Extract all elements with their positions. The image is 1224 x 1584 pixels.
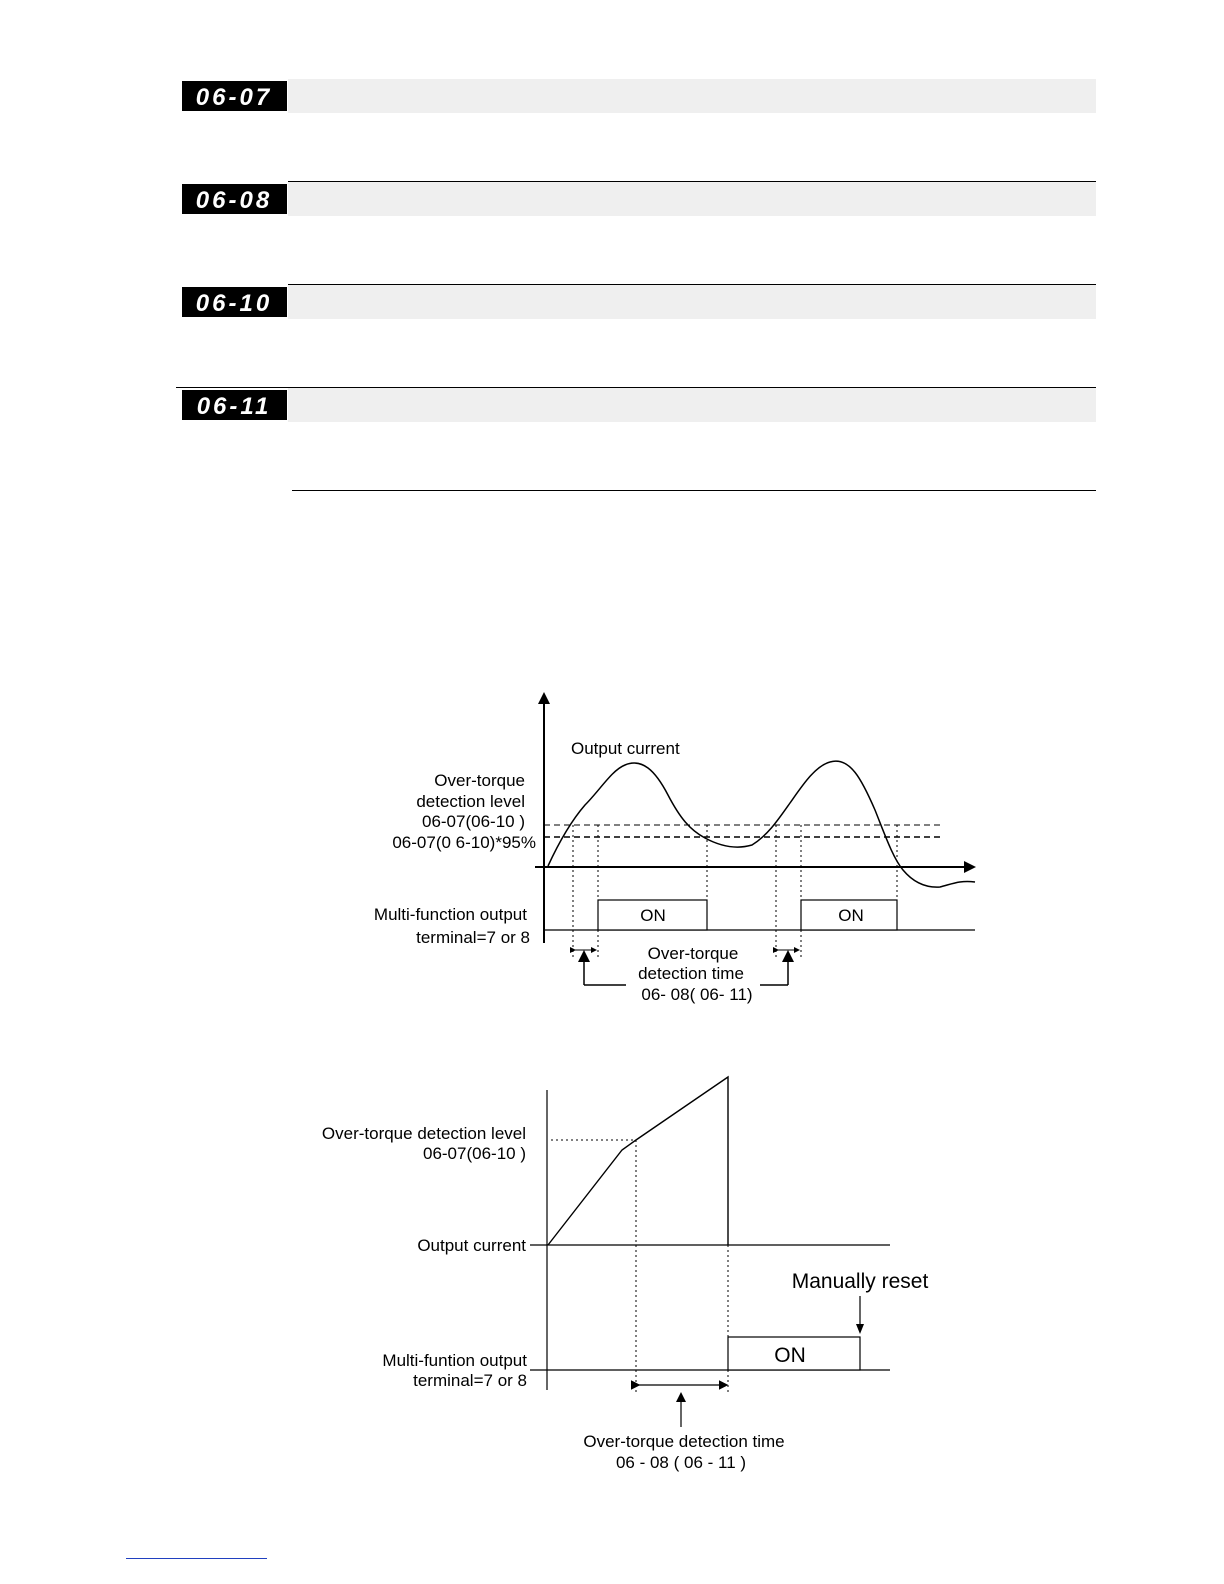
on-label-1: ON bbox=[640, 906, 666, 925]
detection-level-95-label: 06-07(0 6-10)*95% bbox=[392, 833, 536, 852]
output-terminal-label-1: Multi-funtion output bbox=[382, 1351, 527, 1370]
output-terminal-label-2: terminal=7 or 8 bbox=[416, 928, 530, 947]
down-arrow-icon bbox=[856, 1324, 864, 1334]
detection-time-label-1: Over-torque bbox=[647, 944, 739, 963]
manually-reset-label: Manually reset bbox=[791, 1270, 929, 1293]
param-code: 06-08 bbox=[195, 187, 273, 214]
detection-level-param: 06-07(06-10 ) bbox=[421, 812, 525, 831]
up-arrow-icon bbox=[676, 1392, 686, 1402]
param-code: 06-11 bbox=[196, 393, 272, 420]
detection-level-label-2: detection level bbox=[416, 792, 525, 811]
detection-time-label: Over-torque detection time bbox=[583, 1432, 785, 1451]
output-current-ramp bbox=[548, 1077, 728, 1245]
output-current-label: Output current bbox=[417, 1236, 526, 1255]
param-code: 06-10 bbox=[195, 290, 273, 317]
detection-level-param: 06-07(06-10 ) bbox=[422, 1144, 526, 1163]
detection-level-label: Over-torque detection level bbox=[321, 1124, 526, 1143]
output-terminal-label-1: Multi-function output bbox=[373, 905, 527, 924]
output-current-label: Output current bbox=[571, 739, 680, 758]
on-label: ON bbox=[774, 1344, 806, 1367]
param-code: 06-07 bbox=[195, 84, 273, 111]
detection-time-param: 06 - 08 ( 06 - 11 ) bbox=[615, 1453, 747, 1472]
on-label-2: ON bbox=[838, 906, 864, 925]
detection-level-label-1: Over-torque bbox=[434, 771, 525, 790]
detection-time-param: 06- 08( 06- 11) bbox=[641, 985, 753, 1004]
footer-link-underline bbox=[126, 1558, 267, 1559]
detection-time-label-2: detection time bbox=[638, 964, 744, 983]
output-terminal-label-2: terminal=7 or 8 bbox=[413, 1371, 527, 1390]
